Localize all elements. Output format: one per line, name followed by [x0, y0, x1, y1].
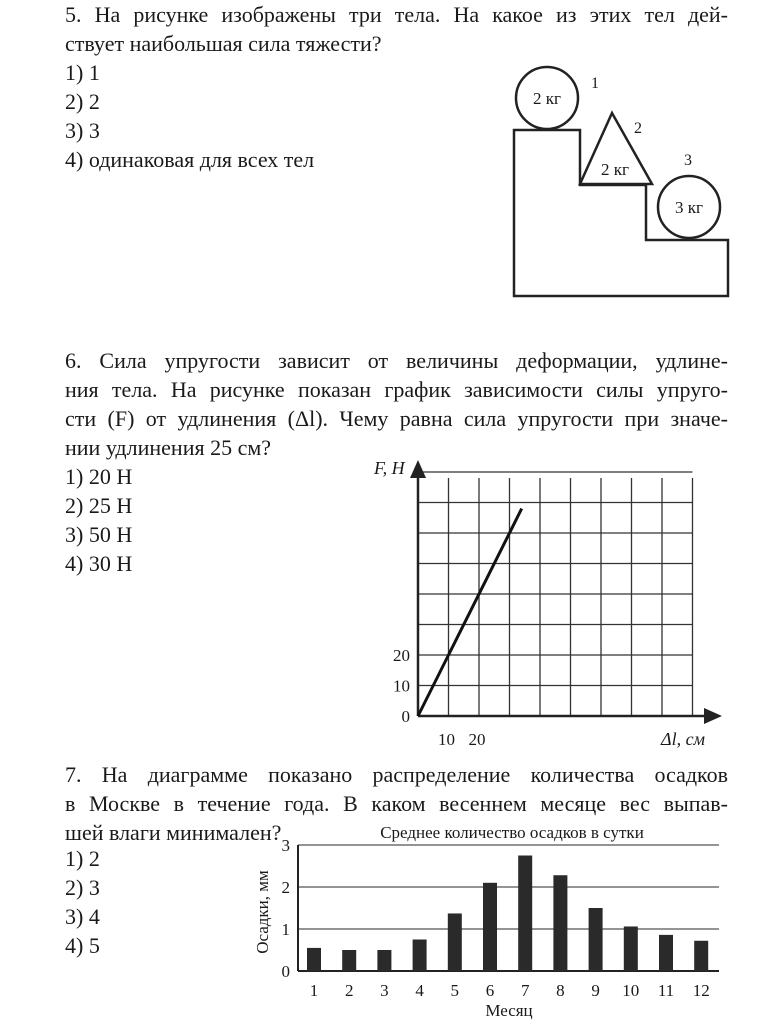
- q5-body-2-mass: 2 кг: [601, 160, 629, 179]
- q7-y-tick-label: 3: [281, 836, 290, 855]
- q6-line-4: нии удлинения 25 см?: [65, 435, 272, 460]
- q7-bar: [307, 948, 321, 971]
- q7-bar: [518, 856, 532, 972]
- q7-option-2[interactable]: 2) 3: [65, 875, 100, 900]
- q7-x-axis-label: Месяц: [485, 1001, 533, 1020]
- q6-y-tick-label: 10: [393, 676, 410, 696]
- q6-option-3[interactable]: 3) 50 Н: [65, 522, 133, 547]
- q6-y-tick-label: 0: [401, 707, 410, 726]
- q5-body-3-number: 3: [684, 152, 692, 169]
- q7-line-1: 7. На диаграмме показано распределение количества осадков: [65, 762, 728, 787]
- q6-option-2[interactable]: 2) 25 Н: [65, 493, 133, 518]
- q7-y-tick-label: 2: [281, 878, 290, 897]
- q5-body-2-number: 2: [634, 120, 642, 137]
- q7-y-axis-label: Осадки, мм: [253, 870, 272, 954]
- q7-bar: [694, 941, 708, 971]
- q7-line-2: в Москве в течение года. В каком весеннем месяце вес выпав-: [65, 791, 728, 816]
- q5-option-2[interactable]: 2) 2: [65, 89, 100, 114]
- q7-line-3: шей влаги минимален?: [65, 820, 282, 845]
- q7-x-tick-label: 3: [380, 981, 389, 1000]
- q7-x-tick-label: 11: [657, 981, 675, 1000]
- q5-body-1-mass: 2 кг: [533, 89, 561, 108]
- q6-line-2: ния тела. На рисунке показан график зависимости силы упруго-: [65, 377, 728, 402]
- q7-option-4[interactable]: 4) 5: [65, 933, 100, 958]
- q7-bar: [377, 950, 391, 971]
- q5-option-4[interactable]: 4) одинаковая для всех тел: [65, 147, 315, 172]
- q7-bar: [342, 950, 356, 971]
- q7-x-tick-label: 7: [520, 981, 530, 1000]
- q6-option-1[interactable]: 1) 20 Н: [65, 464, 133, 489]
- q7-y-tick-label: 1: [281, 920, 290, 939]
- q6-line-3: сти (F) от удлинения (Δl). Чему равна сила упругости при значе-: [65, 406, 728, 431]
- q5-line-2: ствует наибольшая сила тяжести?: [65, 31, 382, 56]
- q7-x-tick-label: 4: [415, 981, 424, 1000]
- q5-body-3-mass: 3 кг: [675, 198, 703, 217]
- q7-bar: [483, 883, 497, 971]
- q7-x-tick-label: 12: [692, 981, 710, 1000]
- q5-body-1-number: 1: [591, 75, 599, 92]
- q7-x-tick-label: 10: [622, 981, 640, 1000]
- q7-bar: [553, 875, 567, 971]
- q6-y-axis-label: F, Н: [374, 458, 405, 478]
- q7-bar: [413, 940, 427, 972]
- q7-x-tick-label: 2: [344, 981, 354, 1000]
- q7-bar: [624, 926, 638, 971]
- q7-x-tick-label: 8: [556, 981, 565, 1000]
- q7-chart-title: Среднее количество осадков в сутки: [380, 823, 644, 842]
- q5-option-3[interactable]: 3) 3: [65, 118, 100, 143]
- q7-y-tick-label: 0: [281, 962, 290, 981]
- q6-x-axis-label: Δl, см: [661, 729, 706, 749]
- q5-line-1: 5. На рисунке изображены три тела. На какое из этих тел дей-: [65, 2, 728, 27]
- q7-option-1[interactable]: 1) 2: [65, 846, 100, 871]
- q6-option-4[interactable]: 4) 30 Н: [65, 551, 133, 576]
- q7-bar: [589, 908, 603, 971]
- q7-bar: [659, 935, 673, 971]
- q6-x-tick-label: 10: [438, 730, 455, 749]
- q6-x-tick-label: 20: [468, 730, 486, 749]
- q7-x-tick-label: 1: [309, 981, 319, 1000]
- q7-x-tick-label: 6: [485, 981, 495, 1000]
- q7-option-3[interactable]: 3) 4: [65, 904, 100, 929]
- q6-line-1: 6. Сила упругости зависит от величины деформации, удлине-: [65, 348, 728, 373]
- q7-gridlines: [298, 845, 719, 929]
- q7-bar: [448, 913, 462, 971]
- q5-option-1[interactable]: 1) 1: [65, 60, 100, 85]
- q6-y-tick-label: 20: [393, 646, 410, 665]
- q7-x-tick-label: 5: [450, 981, 460, 1000]
- q7-x-tick-label: 9: [591, 981, 600, 1000]
